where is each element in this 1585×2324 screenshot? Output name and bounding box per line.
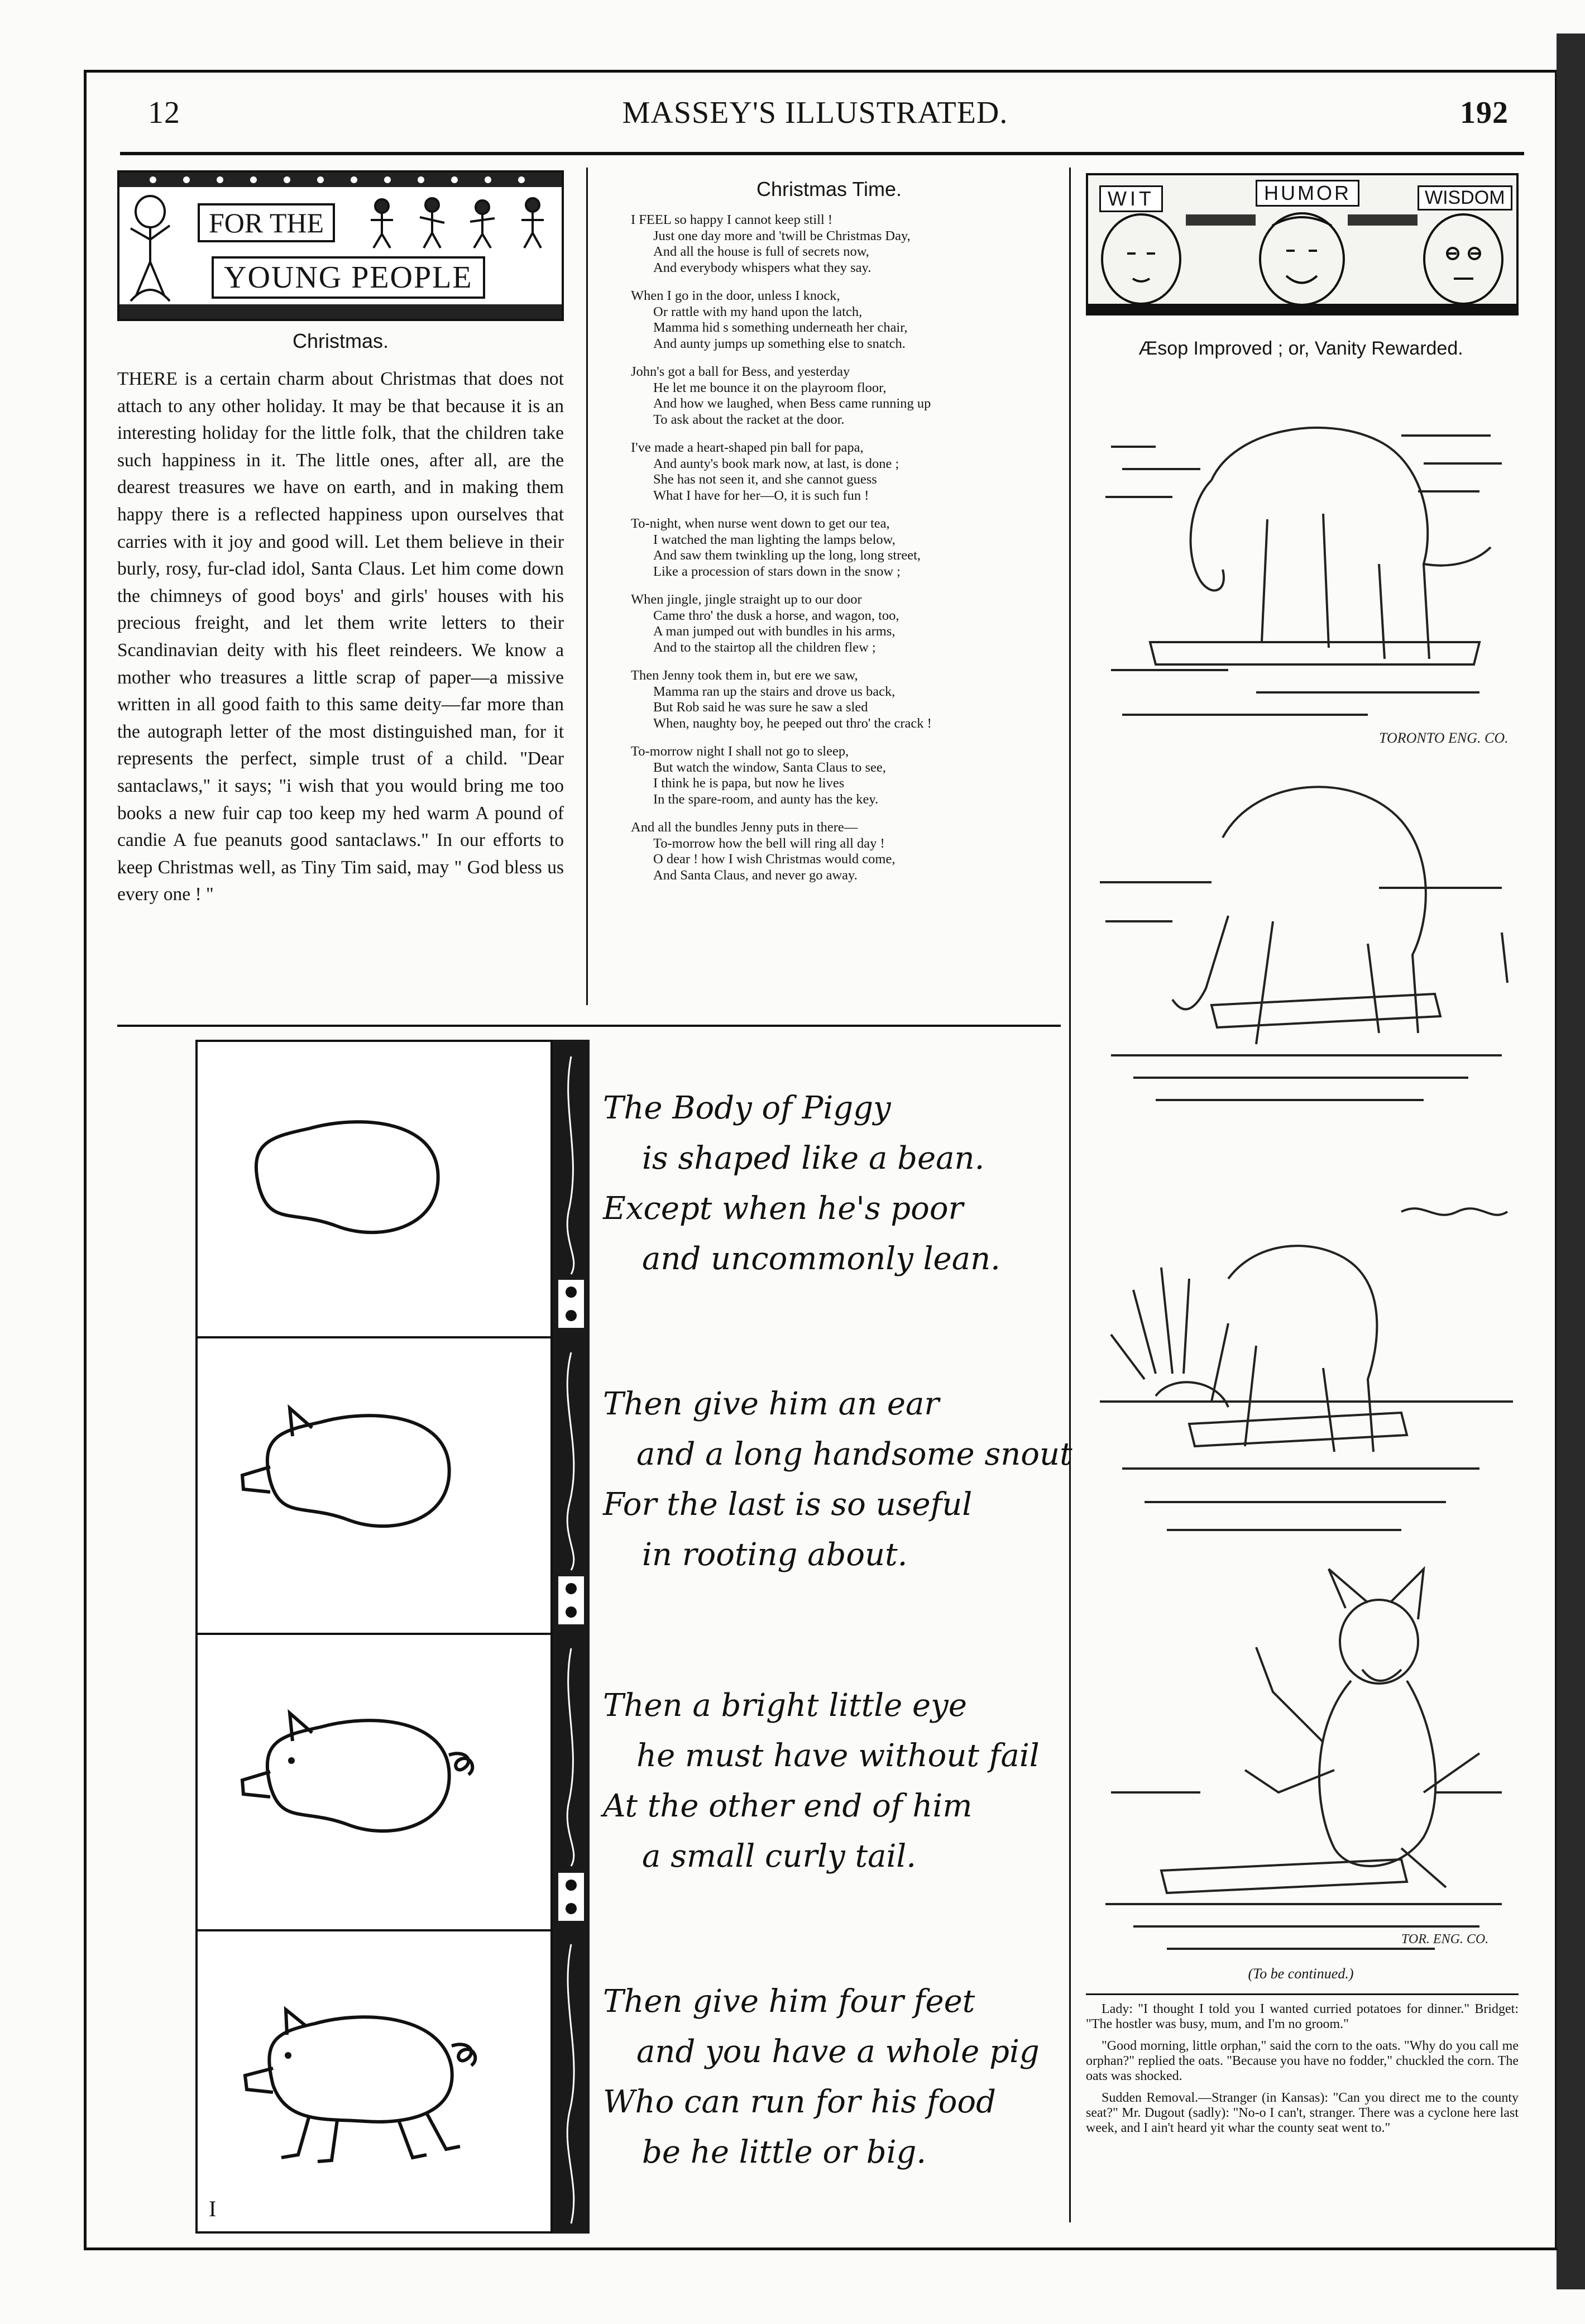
aesop-dog-looking-down [1089, 380, 1519, 748]
poem-line: To-morrow night I shall not go to sleep, [631, 744, 849, 759]
engraver-signature-1: TORONTO ENG. CO. [1379, 730, 1509, 746]
poem-stanza [631, 440, 1061, 504]
poem-line: Came thro' the dusk a horse, and wagon, too, [653, 608, 899, 623]
poem-stanza [631, 592, 1061, 656]
poem-stanza [631, 668, 1061, 731]
poem-line: I think he is papa, but now he lives [653, 776, 845, 791]
poem-line: And all the house is full of secrets now, [653, 244, 869, 259]
pig-verse-1-line-2: is shaped like a bean. [642, 1140, 985, 1177]
poem-line: I've made a heart-shaped pin ball for papa, [631, 440, 864, 455]
poem-line: To-morrow how the bell will ring all day ! [653, 835, 885, 851]
pig-drawing-ear-snout [198, 1338, 550, 1633]
aesop-illustration-1 [1089, 380, 1519, 748]
banner-wit-label: WIT [1099, 185, 1163, 212]
poem-line: To-night, when nurse went down to get our tea, [631, 516, 890, 531]
aesop-title: Æsop Improved ; or, Vanity Rewarded. [1138, 338, 1463, 359]
poem-line: Mamma ran up the stairs and drove us back, [653, 683, 896, 699]
poem-line: Or rattle with my hand upon the latch, [653, 304, 863, 319]
joke-curried-potatoes: Lady: "I thought I told you I wanted curried potatoes for dinner." Bridget: "The hostler was busy, mum, and I'm no groom." [1086, 2002, 1519, 2031]
masthead-title: MASSEY'S ILLUSTRATED. [622, 95, 1008, 130]
page-number-left: 12 [148, 95, 180, 130]
poem-line: In the spare-room, and aunty has the key. [653, 791, 879, 807]
pig-verse-1-line-1: The Body of Piggy [603, 1090, 891, 1126]
to-be-continued: (To be continued.) [1248, 1966, 1354, 1982]
poem-line: And to the stairtop all the children flew ; [653, 639, 876, 655]
aesop-illustration-4 [1089, 1558, 1519, 1960]
pig-verse-2-line-1: Then give him an ear [603, 1386, 940, 1422]
aesop-illustration-2 [1089, 754, 1519, 1117]
pig-panel-mark: I [209, 2196, 217, 2221]
poem-line: She has not seen it, and she cannot guess [653, 472, 877, 487]
aesop-dog-in-water [1089, 1189, 1519, 1552]
pig-verse-2-line-2: and a long handsome snout [636, 1436, 1072, 1472]
poem-title: Christmas Time. [756, 178, 902, 200]
pig-panel-3 [195, 1633, 553, 1931]
pig-verse-4-line-3: Who can run for his food [603, 2084, 996, 2120]
poem-body [631, 212, 1061, 896]
pig-verse-1 [603, 1083, 1000, 1284]
poem-line: I watched the man lighting the lamps below, [653, 532, 896, 547]
pig-verse-4-line-2: and you have a whole pig [636, 2034, 1040, 2070]
poem-line: Then Jenny took them in, but ere we saw, [631, 668, 858, 683]
young-people-banner [117, 170, 564, 321]
pig-verse-4 [603, 1977, 1040, 2178]
poem-line: But Rob said he was sure he saw a sled [653, 700, 868, 715]
poem-stanza [631, 288, 1061, 352]
poem-stanza [631, 212, 1061, 276]
pig-verse-3 [603, 1681, 1040, 1882]
page-number-right: 192 [1460, 95, 1509, 130]
engraver-signature-2: TOR. ENG. CO. [1401, 1932, 1489, 1947]
pig-drawing-whole-pig [198, 1931, 550, 2231]
wit-humor-wisdom-banner [1086, 173, 1519, 315]
right-edge-bar [1557, 34, 1585, 2289]
pig-panel-2 [195, 1336, 553, 1635]
poem-stanza [631, 744, 1061, 807]
pig-panel-4 [195, 1929, 553, 2234]
poem-line: And aunty's book mark now, at last, is done ; [653, 456, 899, 471]
banner-humor-label: HUMOR [1256, 180, 1359, 207]
pig-verse-1-line-3: Except when he's poor [603, 1190, 964, 1227]
poem-line: When, naughty boy, he peeped out thro' the crack ! [653, 715, 932, 731]
pig-verse-1-line-4: and uncommonly lean. [642, 1241, 1000, 1277]
pig-verse-4-line-4: be he little or big. [642, 2134, 927, 2170]
column-divider-2 [1069, 168, 1071, 2222]
pig-verse-3-line-2: he must have without fail [636, 1738, 1040, 1774]
poem-line: What I have for her—O, it is such fun ! [653, 487, 869, 503]
poem-line: And how we laughed, when Bess came running up [653, 396, 931, 411]
footer-rule [84, 2248, 1558, 2250]
pig-verse-3-line-4: a small curly tail. [642, 1838, 917, 1874]
column-divider-1 [586, 168, 588, 1005]
poem-stanza [631, 516, 1061, 580]
poem-line: A man jumped out with bundles in his arms, [653, 624, 896, 639]
poem-line: And everybody whispers what they say. [653, 260, 871, 275]
poem-line: When jingle, jingle straight up to our door [631, 592, 862, 607]
christmas-article-paragraph: THERE is a certain charm about Christmas that does not attach to any other holiday. It may be that because it is an interesting holiday for the little folk, that the children take such happiness in it. The little ones, after all, are the dearest treasures we have on earth, and in making them happy there is a reflected happiness upon ourselves that carries with it joy and good will. Let them believe in their burly, rosy, fur-clad idol, Santa Claus. Let him come down the chimneys of good boys' and girls' houses with his precious freight, and let them write letters to their Scandinavian deity with his fleet reindeers. We know a mother who treasures a little scrap of paper—a missive written in all good faith to this same deity—far more than the autograph letter of the most distinguished man, for it represents the perfect, simple trust of a child. "Dear santaclaws," it says; "i wish that you would bring me too books a new fuir cap too keep my hed warm A pound of candie A fue peanuts good santaclaws." In our efforts to keep Christmas well, as Tiny Tim said, may " God bless us every one ! " [117, 369, 564, 905]
poem-line: Like a procession of stars down in the snow ; [653, 563, 901, 579]
poem-stanza [631, 820, 1061, 883]
poem-line: He let me bounce it on the playroom floor, [653, 380, 887, 395]
joke-county-seat: Sudden Removal.—Stranger (in Kansas): "Can you direct me to the county seat?" Mr. Dugout (sadly): "No-o I can't, stranger. There was a cyclone here last week, and I ain't heard yit whar the county seat went to." [1086, 2091, 1519, 2135]
banner-young-people-label: YOUNG PEOPLE [212, 256, 485, 299]
banner-wisdom-label: WISDOM [1418, 185, 1512, 211]
banner-for-the-label: FOR THE [198, 203, 335, 242]
pig-decorative-border [553, 1040, 590, 2234]
poem-line: Mamma hid s something underneath her chair, [653, 320, 908, 335]
poem-line: And Santa Claus, and never go away. [653, 867, 858, 883]
poem-line: Just one day more and 'twill be Christmas Day, [653, 228, 911, 243]
pig-panel-1 [195, 1040, 553, 1338]
joke-orphan-oats: "Good morning, little orphan," said the corn to the oats. "Why do you call me orphan?" replied the oats. "Because you have no fodder," chuckled the corn. The oats was shocked. [1086, 2039, 1519, 2083]
pig-verse-4-line-1: Then give him four feet [603, 1983, 975, 2020]
poem-line: To ask about the racket at the door. [653, 412, 845, 427]
poem-line: But watch the window, Santa Claus to see, [653, 759, 886, 775]
christmas-article-body [117, 366, 564, 908]
pig-drawing-eye-tail [198, 1635, 550, 1929]
poem-line: And aunty jumps up something else to snatch. [653, 336, 906, 351]
section-divider [117, 1025, 1061, 1027]
header-rule [120, 152, 1524, 155]
pig-drawing-bean [198, 1042, 550, 1336]
poem-stanza [631, 364, 1061, 428]
pig-verse-3-line-1: Then a bright little eye [603, 1687, 967, 1724]
poem-line: John's got a ball for Bess, and yesterday [631, 364, 850, 379]
pig-border-art [553, 1040, 590, 2234]
pig-verse-2-line-3: For the last is so useful [603, 1486, 973, 1523]
jokes-divider [1086, 1993, 1519, 1995]
aesop-illustration-3 [1089, 1189, 1519, 1552]
pig-verse-2 [603, 1379, 1072, 1580]
pig-verse-2-line-4: in rooting about. [642, 1537, 908, 1573]
aesop-dog-falling [1089, 1558, 1519, 1960]
pig-verse-3-line-3: At the other end of him [603, 1788, 973, 1824]
jokes-column [1086, 2002, 1519, 2143]
poem-line: I FEEL so happy I cannot keep still ! [631, 212, 833, 227]
poem-line: When I go in the door, unless I knock, [631, 288, 840, 303]
poem-line: And all the bundles Jenny puts in there— [631, 820, 858, 835]
christmas-article-title: Christmas. [292, 329, 389, 352]
poem-line: O dear ! how I wish Christmas would come, [653, 852, 896, 867]
poem-line: And saw them twinkling up the long, long street, [653, 548, 921, 563]
aesop-dog-bending [1089, 754, 1519, 1117]
